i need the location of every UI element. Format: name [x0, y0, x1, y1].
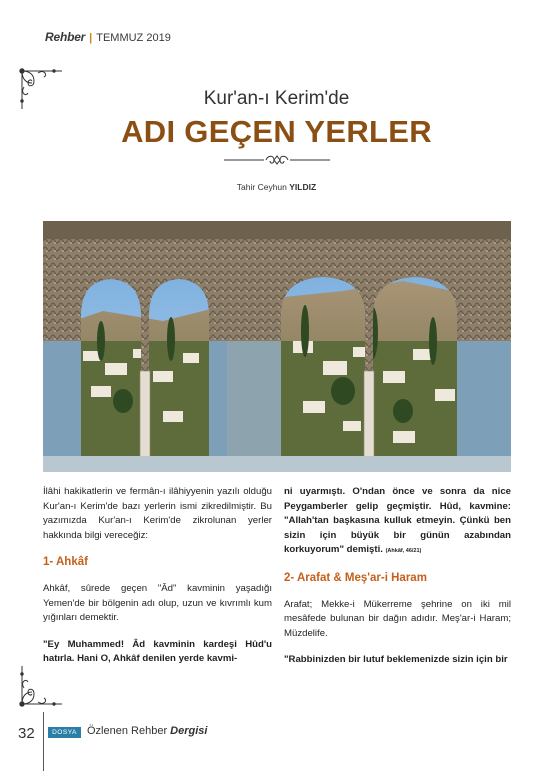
ahkaf-quote: "Ey Muhammed! Âd kavminin kardeşi Hûd'u hatırla. Hani O, Ahkâf denilen yerde kavmi-	[43, 638, 272, 665]
quote-reference: (Ahkâf, 46/21)	[385, 548, 422, 555]
magazine-name-bold: Dergisi	[170, 725, 208, 737]
arafat-paragraph: Arafat; Mekke-i Mükerreme şehrine on iki mil mesâfede bulunan bir dağın adıdır. Meş'ar-i Haram; Müzdelife.	[284, 598, 511, 639]
running-header	[45, 30, 171, 44]
footer-rule	[43, 712, 44, 771]
section-heading-arafat: 2- Arafat & Meş'ar-i Haram	[284, 571, 427, 584]
author-first-name: Tahir Ceyhun	[236, 182, 287, 192]
divider-ornament-icon	[222, 153, 332, 167]
author-byline	[0, 182, 553, 192]
page-number: 32	[18, 725, 35, 742]
section-badge: DOSYA	[48, 727, 81, 738]
ahkaf-paragraph: Ahkâf, sûrede geçen "Âd" kavminin yaşadığı Yemen'de bir bölgenin adı olup, uzun ve kıvrımlı kum yığınları demektir.	[43, 582, 272, 624]
article-kicker: Kur'an-ı Kerim'de	[203, 88, 350, 109]
ahkaf-quote-continued: ni uyarmıştı. O'ndan önce ve sonra da nice Peygamberler gelip geçmiştir. Hûd, kavmine: "Allah'tan başkasına kulluk etmeyin. Çünkü ben sizin için büyük bir günün azabından korkuyorum" demişti. (Ahkâf, 46/21)	[284, 486, 511, 556]
title-divider	[0, 153, 553, 172]
body-column-left	[43, 485, 272, 667]
magazine-name-regular: Özlenen Rehber	[87, 725, 168, 737]
body-column-right	[284, 485, 511, 668]
section-heading-ahkaf: 1- Ahkâf	[43, 556, 88, 569]
issue-date: TEMMUZ 2019	[96, 32, 171, 44]
header-separator: |	[89, 32, 93, 44]
corner-ornament-icon	[18, 664, 64, 708]
brand-logo: Rehber	[45, 30, 86, 44]
hero-photo	[43, 221, 511, 472]
magazine-name	[87, 725, 207, 737]
author-last-name: YILDIZ	[289, 182, 317, 192]
arafat-quote: "Rabbinizden bir lutuf beklemenizde sizin için bir	[284, 654, 508, 666]
article-title: ADI GEÇEN YERLER	[121, 114, 432, 149]
intro-paragraph: İlâhi hakikatlerin ve fermân-ı ilâhiyyenin yazılı olduğu Kur'an-ı Kerim'de bazı yerlerin ismi zikredilmiştir. Bu yazımızda Kur'an-ı Kerim'de zikrolunan yerler hakkında bilgi vereceğiz:	[43, 486, 272, 541]
